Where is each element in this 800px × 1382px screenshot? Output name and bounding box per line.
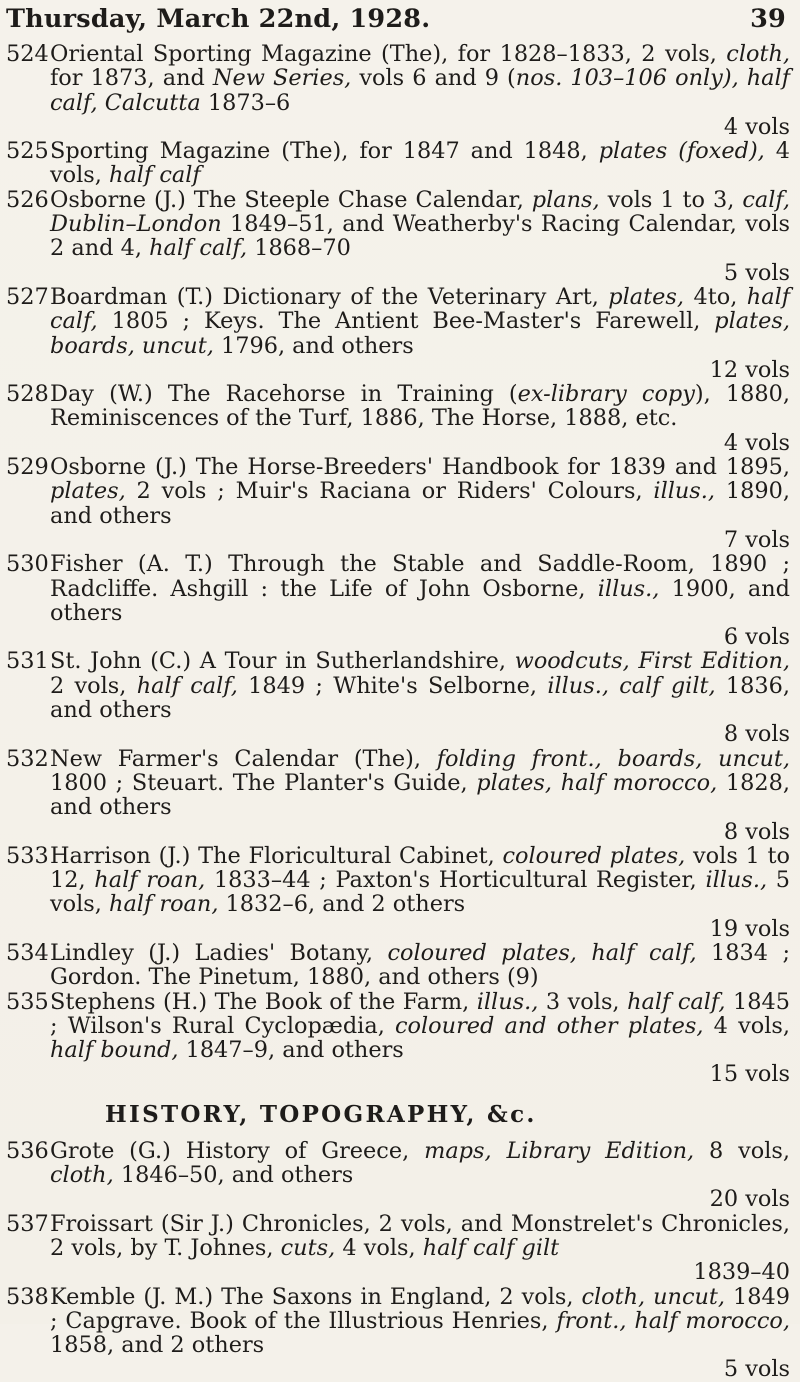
lot-description: Stephens (H.) The Book of the Farm, <box>50 988 477 1015</box>
lot-entry <box>0 285 790 382</box>
section-heading: HISTORY, TOPOGRAPHY, &c. <box>105 1100 537 1128</box>
lot-volume-count: 7 vols <box>723 526 790 553</box>
lot-entry <box>0 552 790 649</box>
lot-description: vols 1 to 12, <box>50 842 790 894</box>
lot-description-italic: plans, <box>531 186 600 213</box>
lot-description-italic: nos. 103–106 only), <box>515 65 739 92</box>
lot-description: 4to, <box>684 283 747 310</box>
lot-description: ), 1880, Reminiscences of the Turf, 1886, The Horse, 1888, etc. <box>50 381 791 432</box>
lot-description: Boardman (T.) Dictionary of the Veterinary Art, <box>50 283 609 310</box>
lot-description: 1845 ; Wilson's Rural Cyclopædia, <box>50 988 790 1039</box>
lot-volume-count: 8 vols <box>723 818 790 845</box>
lot-description: Osborne (J.) The Horse-Breeders' Handbook for 1839 and 1895, <box>50 454 790 481</box>
lot-description-italic: illus., <box>653 478 716 505</box>
lot-description-italic: calf, Dublin–London <box>50 186 790 238</box>
lot-description: 5 vols, <box>50 867 790 918</box>
lot-description: Grote (G.) History of Greece, <box>50 1137 425 1164</box>
lot-description: 1836, and others <box>50 672 790 724</box>
lot-list <box>0 42 790 1382</box>
lot-description: 1828, and others <box>50 769 791 821</box>
lot-description: 4 vols, <box>50 138 790 189</box>
lot-description: Oriental Sporting Magazine (The), for 1828–1833, 2 vols, <box>50 41 727 67</box>
lot-description: 1849 ; White's Selborne, <box>237 672 548 699</box>
lot-description-italic: folding front., boards, uncut, <box>436 745 790 772</box>
lot-description-italic: cuts, <box>280 1234 336 1261</box>
lot-description-italic: plates, <box>608 283 684 310</box>
lot-number: 528 <box>6 381 49 408</box>
lot-description-italic: plates, half morocco, <box>476 769 718 796</box>
page-number: 39 <box>750 4 786 34</box>
header-date: Thursday, March 22nd, 1928. <box>6 4 431 34</box>
lot-description-italic: New Series, <box>212 65 352 92</box>
lot-description: 1832–6, and 2 others <box>218 891 466 918</box>
lot-volume-count: 5 vols <box>723 1356 790 1382</box>
lot-description: 2 vols ; Muir's Raciana or Riders' Colours, <box>125 478 654 505</box>
lot-description-italic: half calf <box>109 162 201 189</box>
lot-entry <box>0 455 790 552</box>
lot-description: 1858, and 2 others <box>50 1332 265 1359</box>
lot-description: 1796, and others <box>213 332 414 359</box>
lot-number: 529 <box>6 454 49 481</box>
lot-description-italic: half bound, <box>50 1037 179 1064</box>
lot-description-italic: half calf, Calcutta <box>50 65 790 116</box>
lot-volume-count: 12 vols <box>709 356 790 383</box>
lot-volume-count: 19 vols <box>709 915 790 942</box>
lot-description: Harrison (J.) The Floricultural Cabinet, <box>50 842 503 869</box>
lot-entry <box>0 42 790 139</box>
lot-description-italic: half roan, <box>109 891 219 918</box>
lot-entry <box>0 649 790 746</box>
lot-entry <box>0 1285 790 1382</box>
lot-description: 1800 ; Steuart. The Planter's Guide, <box>50 769 477 796</box>
lot-number: 526 <box>6 186 49 213</box>
lot-entry <box>0 188 790 285</box>
lot-number: 537 <box>6 1210 49 1237</box>
lot-description-italic: cloth, <box>50 1162 114 1189</box>
lot-description: 1834 ; Gordon. The Pinetum, 1880, and others (9) <box>50 939 790 991</box>
lot-number: 531 <box>6 648 49 675</box>
lot-description-italic: front., half morocco, <box>556 1307 790 1334</box>
lot-description-italic: half calf, <box>627 988 726 1015</box>
lot-description: 1847–9, and others <box>178 1037 404 1064</box>
lot-description: Sporting Magazine (The), for 1847 and 1848, <box>50 138 599 165</box>
lot-number: 530 <box>6 551 49 578</box>
lot-number: 533 <box>6 842 49 869</box>
lot-description: New Farmer's Calendar (The), <box>50 745 437 772</box>
lot-description: Fisher (A. T.) Through the Stable and Saddle-Room, 1890 ; Radcliffe. Ashgill : the Life of John Osborne, <box>50 551 790 602</box>
lot-description: 1849 ; Capgrave. Book of the Illustrious Henries, <box>50 1283 790 1334</box>
lot-description-italic: half calf, <box>50 283 791 335</box>
lot-description-italic: plates (foxed), <box>598 138 765 165</box>
lot-description <box>739 65 747 91</box>
lot-volume-count: 20 vols <box>709 1186 790 1213</box>
lot-description: 1805 ; Keys. The Antient Bee-Master's Farewell, <box>97 308 715 335</box>
lot-description-italic: half calf gilt <box>422 1234 560 1261</box>
lot-entry <box>0 1212 790 1285</box>
lot-description: 1849–51, and Weatherby's Racing Calendar, vols 2 and 4, <box>50 211 790 262</box>
lot-description-italic: half calf, <box>136 672 238 699</box>
lot-entry <box>0 747 790 844</box>
lot-description-italic: illus., calf gilt, <box>547 672 716 699</box>
lot-description: Osborne (J.) The Steeple Chase Calendar, <box>50 186 532 213</box>
lot-entry <box>0 844 790 941</box>
lot-entry <box>0 139 790 188</box>
lot-description: 8 vols, <box>694 1137 790 1164</box>
lot-number: 524 <box>6 41 49 67</box>
lot-volume-count: 15 vols <box>709 1061 790 1088</box>
lot-description: 3 vols, <box>538 988 628 1015</box>
lot-description-italic: ex-library copy <box>517 381 695 408</box>
lot-description: 1868–70 <box>247 235 351 262</box>
lot-entry <box>0 1139 790 1212</box>
lot-description-italic: cloth, uncut, <box>581 1283 726 1310</box>
lot-description: 2 vols, <box>50 672 137 699</box>
lot-number: 535 <box>6 988 49 1015</box>
lot-description: Kemble (J. M.) The Saxons in England, 2 vols, <box>50 1283 582 1310</box>
lot-description-italic: half roan, <box>94 867 206 894</box>
lot-description: vols 1 to 3, <box>599 186 743 213</box>
lot-entry <box>0 382 790 455</box>
lot-description-italic: maps, Library Edition, <box>424 1137 695 1164</box>
lot-volume-count: 8 vols <box>723 721 790 748</box>
lot-description: 1833–44 ; Paxton's Horticultural Register, <box>205 867 706 894</box>
lot-number: 527 <box>6 283 49 310</box>
lot-description-italic: coloured and other plates, <box>394 1012 704 1039</box>
lot-description-italic: coloured plates, <box>502 842 686 869</box>
lot-description-italic: coloured plates, half calf, <box>387 939 697 966</box>
lot-description-italic: half calf, <box>149 235 248 262</box>
lot-volume-count: 1839–40 <box>693 1259 790 1286</box>
page-header <box>6 4 786 40</box>
lot-entry <box>0 941 790 990</box>
lot-description-italic: plates, boards, uncut, <box>50 308 790 359</box>
lot-number: 536 <box>6 1137 49 1164</box>
lot-number: 534 <box>6 939 49 966</box>
lot-description: for 1873, and <box>50 65 213 92</box>
lot-number: 538 <box>6 1283 49 1310</box>
lot-volume-count: 6 vols <box>723 624 790 651</box>
lot-description: St. John (C.) A Tour in Sutherlandshire, <box>50 648 515 675</box>
lot-description: Lindley (J.) Ladies' Botany, <box>50 939 388 966</box>
lot-volume-count: 5 vols <box>723 259 790 286</box>
lot-description-italic: plates, <box>50 478 126 505</box>
lot-volume-count: 4 vols <box>723 113 790 140</box>
lot-description: 1873–6 <box>200 89 291 116</box>
lot-description: vols 6 and 9 ( <box>351 65 516 92</box>
lot-description-italic: illus., <box>597 575 660 602</box>
lot-description-italic: woodcuts, First Edition, <box>514 648 790 675</box>
lot-description: Froissart (Sir J.) Chronicles, 2 vols, and Monstrelet's Chronicles, 2 vols, by T. Johnes, <box>50 1210 790 1261</box>
lot-description: Day (W.) The Racehorse in Training ( <box>50 381 518 408</box>
lot-description-italic: illus., <box>476 988 539 1015</box>
lot-description: 1846–50, and others <box>113 1162 354 1189</box>
lot-description: 4 vols, <box>703 1012 790 1039</box>
lot-description: 1900, and others <box>50 575 791 626</box>
lot-number: 525 <box>6 138 49 165</box>
lot-description-italic: illus., <box>705 867 768 894</box>
lot-description: 4 vols, <box>335 1234 423 1261</box>
lot-volume-count: 4 vols <box>723 429 790 456</box>
lot-description-italic: cloth, <box>726 41 790 67</box>
lot-entry <box>0 990 790 1087</box>
lot-description: 1890, and others <box>50 478 790 529</box>
lot-number: 532 <box>6 745 49 772</box>
